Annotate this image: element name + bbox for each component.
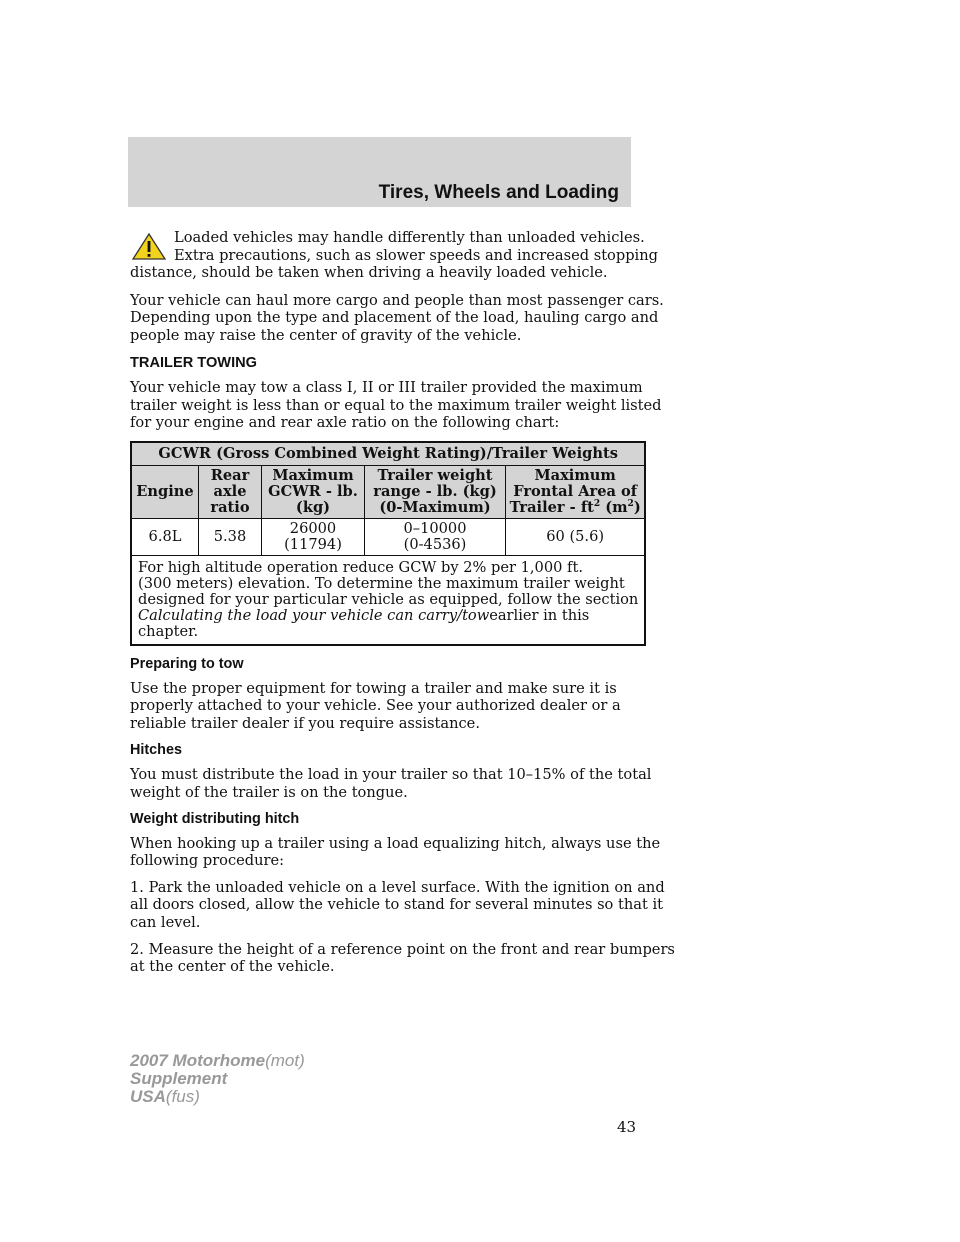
heading-weight-distributing-hitch: Weight distributing hitch: [130, 811, 300, 828]
text-line: people may raise the center of gravity of the vehicle.: [130, 326, 522, 344]
hitches-paragraph: [130, 765, 652, 801]
warning-line: Loaded vehicles may handle differently than unloaded vehicles.: [174, 229, 645, 246]
text-line: can level.: [130, 914, 201, 932]
step-1: [130, 878, 665, 932]
footer-code: (mot): [265, 1051, 305, 1070]
footer-model: 2007 Motorhome: [130, 1051, 266, 1070]
table-note: [131, 555, 645, 645]
document-footer: [130, 1052, 305, 1106]
col-header-frontal-area: Maximum Frontal Area of Trailer - $ft^2$ $(m^2)$: [506, 465, 646, 518]
text-line: at the center of the vehicle.: [130, 958, 335, 976]
col-header-axle: Rear axle ratio: [199, 465, 262, 518]
section-reference: Calculating the load your vehicle can carry/tow: [138, 606, 490, 624]
intro-paragraph: [130, 291, 664, 345]
text-line: Depending upon the type and placement of the load, hauling cargo and: [130, 309, 659, 327]
table-caption: GCWR (Gross Combined Weight Rating)/Trailer Weights: [131, 442, 645, 466]
cell-gcwr: 26000 (11794): [262, 518, 365, 555]
warning-line: distance, should be taken when driving a heavily loaded vehicle.: [130, 264, 608, 282]
text-line: properly attached to your vehicle. See your authorized dealer or a: [130, 697, 621, 715]
step-2: [130, 940, 675, 976]
text-line: (300 meters) elevation. To determine the maximum trailer weight: [138, 574, 625, 592]
table-note-row: [131, 555, 645, 645]
col-header-range: Trailer weight range - lb. (kg) (0-Maximum): [365, 465, 506, 518]
text-line: Your vehicle may tow a class I, II or III trailer provided the maximum: [130, 379, 643, 397]
weight-hitch-paragraph: [130, 834, 661, 870]
warning-line: Extra precautions, such as slower speeds and increased stopping: [174, 246, 658, 264]
text-line: reliable trailer dealer if you require assistance.: [130, 714, 480, 732]
cell-frontal-area: 60 (5.6): [506, 518, 646, 555]
section-header-band: [128, 137, 631, 207]
heading-hitches: Hitches: [130, 742, 182, 759]
text-line: weight of the trailer is on the tongue.: [130, 783, 408, 801]
heading-trailer-towing: TRAILER TOWING: [130, 354, 258, 371]
text-line: following procedure:: [130, 852, 285, 870]
text-line: chapter.: [138, 622, 199, 640]
text-line: Use the proper equipment for towing a trailer and make sure it is: [130, 679, 617, 697]
preparing-paragraph: [130, 680, 632, 733]
text-fragment: earlier in this: [489, 606, 590, 624]
text-line: You must distribute the load in your trailer so that 10–15% of the total: [130, 765, 652, 783]
text-line: trailer weight is less than or equal to the maximum trailer weight listed: [130, 396, 662, 414]
table-row: [131, 518, 645, 555]
trailer-towing-paragraph: [130, 379, 662, 432]
warning-triangle-icon: [130, 231, 168, 261]
text-line: 1. Park the unloaded vehicle on a level surface. With the ignition on and: [130, 878, 665, 896]
heading-preparing-to-tow: Preparing to tow: [130, 655, 244, 672]
text-line: When hooking up a trailer using a load equalizing hitch, always use the: [130, 834, 661, 852]
col-header-engine: Engine: [131, 465, 199, 518]
footer-supplement: Supplement: [130, 1069, 228, 1088]
page-content: [130, 229, 675, 985]
warning-notice: [130, 229, 658, 282]
cell-engine: 6.8L: [131, 518, 199, 555]
trailer-weights-table: [130, 441, 646, 646]
footer-market-code: (fus): [165, 1087, 200, 1106]
text-line: Your vehicle can haul more cargo and people than most passenger cars.: [130, 291, 664, 309]
text-line: all doors closed, allow the vehicle to stand for several minutes so that it: [130, 896, 663, 914]
section-title: Tires, Wheels and Loading: [378, 182, 619, 203]
footer-market: USA: [130, 1087, 166, 1106]
text-line: designed for your particular vehicle as equipped, follow the section: [138, 590, 639, 608]
cell-axle: 5.38: [199, 518, 262, 555]
text-line: For high altitude operation reduce GCW by 2% per 1,000 ft.: [138, 558, 583, 576]
cell-range: 0–10000 (0-4536): [365, 518, 506, 555]
page-number: 43: [617, 1118, 637, 1136]
col-header-gcwr: Maximum GCWR - lb. (kg): [262, 465, 365, 518]
text-line: for your engine and rear axle ratio on the following chart:: [130, 414, 560, 432]
text-line: 2. Measure the height of a reference point on the front and rear bumpers: [130, 940, 675, 958]
